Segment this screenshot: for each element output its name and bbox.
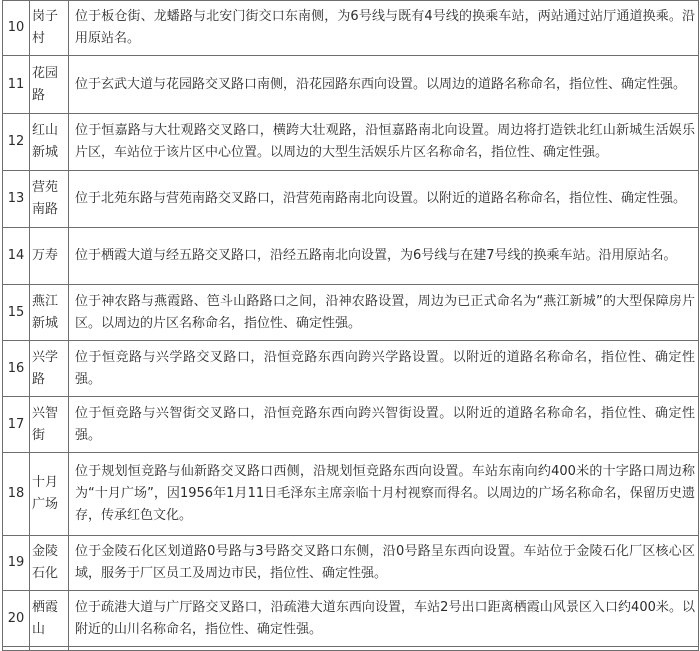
- row-number: 11: [3, 56, 30, 114]
- table-row: [3, 591, 699, 647]
- table-row: [3, 341, 699, 397]
- station-description: 位于恒竞路与兴智街交叉路口，沿恒竞路东西向跨兴智街设置。以附近的道路名称命名，指位性、确定性强。: [69, 397, 699, 453]
- row-number: 15: [3, 285, 30, 341]
- station-description: 位于金陵石化区划道路0号路与3号路交叉路口东侧，沿0号路呈东西向设置。车站位于金陵石化厂区核心区域，服务于厂区员工及周边市民，指位性、确定性强。: [69, 536, 699, 591]
- row-number: 19: [3, 536, 30, 591]
- table-row: [3, 114, 699, 171]
- station-description: 位于玄武大道与花园路交叉路口南侧，沿花园路东西向设置。以周边的道路名称命名，指位性、确定性强。: [69, 56, 699, 114]
- table-cell-empty: [69, 647, 699, 651]
- station-description: 位于恒竞路与兴学路交叉路口，沿恒竞路东西向跨兴学路设置。以附近的道路名称命名，指位性、确定性强。: [69, 341, 699, 397]
- table-row: [3, 285, 699, 341]
- station-description: 位于神农路与燕霞路、笆斗山路路口之间，沿神农路设置，周边为已正式命名为“燕江新城”的大型保障房片区。以周边的片区名称命名，指位性、确定性强。: [69, 285, 699, 341]
- table-row: [3, 1, 699, 56]
- station-name: 金陵石化: [30, 536, 69, 591]
- table-row: [3, 171, 699, 228]
- station-name: 兴学路: [30, 341, 69, 397]
- row-number: 16: [3, 341, 30, 397]
- station-description: 位于疏港大道与广厅路交叉路口，沿疏港大道东西向设置，车站2号出口距离栖霞山风景区入口约400米。以附近的山川名称命名，指位性、确定性强。: [69, 591, 699, 647]
- table-row: [3, 228, 699, 285]
- row-number: 18: [3, 453, 30, 536]
- row-number: 20: [3, 591, 30, 647]
- station-name: 十月广场: [30, 453, 69, 536]
- table-row: [3, 536, 699, 591]
- table-row: [3, 56, 699, 114]
- station-description: 位于恒嘉路与大壮观路交叉路口，横跨大壮观路，沿恒嘉路南北向设置。周边将打造铁北红山新城生活娱乐片区，车站位于该片区中心位置。以周边的大型生活娱乐片区名称命名，指位性、确定性强。: [69, 114, 699, 171]
- row-number: 10: [3, 1, 30, 56]
- table-cell-empty: [30, 647, 69, 651]
- row-number: 17: [3, 397, 30, 453]
- station-name: 营苑南路: [30, 171, 69, 228]
- station-name: 燕江新城: [30, 285, 69, 341]
- row-number: 14: [3, 228, 30, 285]
- station-name: 兴智街: [30, 397, 69, 453]
- table-cell-empty: [3, 647, 30, 651]
- station-name: 岗子村: [30, 1, 69, 56]
- table-row: [3, 397, 699, 453]
- station-description: 位于板仓街、龙蟠路与北安门街交口东南侧，为6号线与既有4号线的换乘车站，两站通过站厅通道换乘。沿用原站名。: [69, 1, 699, 56]
- station-table: [2, 0, 699, 651]
- station-description: 位于栖霞大道与经五路交叉路口，沿经五路南北向设置，为6号线与在建7号线的换乘车站。沿用原站名。: [69, 228, 699, 285]
- station-name: 红山新城: [30, 114, 69, 171]
- table-row-continuation: [3, 647, 699, 651]
- row-number: 12: [3, 114, 30, 171]
- station-name: 万寿: [30, 228, 69, 285]
- station-description: 位于北苑东路与营苑南路交叉路口，沿营苑南路南北向设置。以附近的道路名称命名，指位性、确定性强。: [69, 171, 699, 228]
- station-name: 栖霞山: [30, 591, 69, 647]
- station-description: 位于规划恒竞路与仙新路交叉路口西侧，沿规划恒竞路东西向设置。车站东南向约400米的十字路口周边称为“十月广场”，因1956年1月11日毛泽东主席亲临十月村视察而得名。以周边的广场名称命名，保留历史遗存，传承红色文化。: [69, 453, 699, 536]
- table-row: [3, 453, 699, 536]
- row-number: 13: [3, 171, 30, 228]
- station-name: 花园路: [30, 56, 69, 114]
